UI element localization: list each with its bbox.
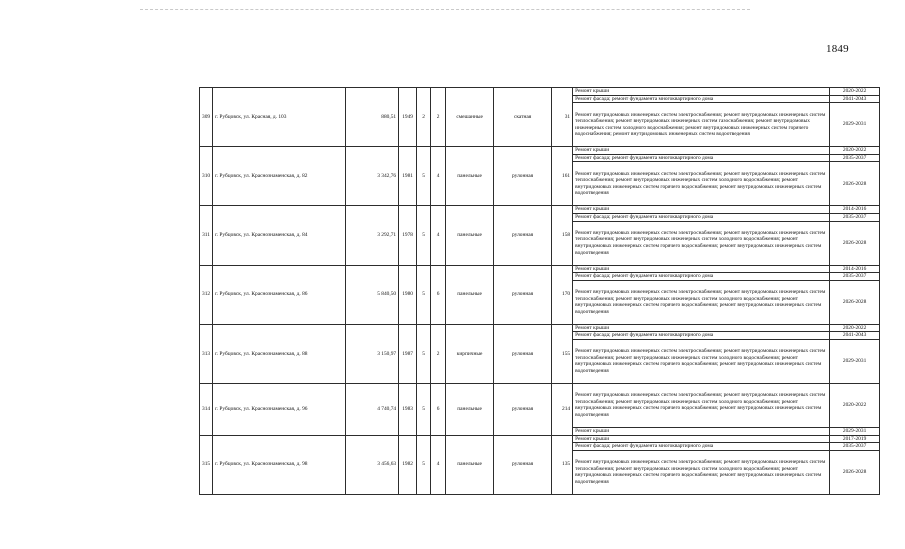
table-row: [200, 324, 880, 332]
repair-period: 2020-2022: [830, 88, 880, 96]
building-address: г. Рубцовск, ул. Краснознаменская, д. 98: [213, 435, 346, 494]
building-year: 1982: [399, 435, 417, 494]
repair-period: 2026-2028: [830, 280, 880, 324]
building-number: 310: [200, 147, 213, 206]
building-area: 3 150,97: [346, 324, 399, 383]
building-address: г. Рубцовск, ул. Краснознаменская, д. 88: [213, 324, 346, 383]
repair-period: 2035-2037: [830, 213, 880, 221]
building-roof-type: рулонная: [494, 324, 552, 383]
building-roof-type: рулонная: [494, 265, 552, 324]
building-floors: 5: [417, 324, 431, 383]
building-entrances: 6: [431, 383, 446, 435]
building-address: г. Рубцовск, ул. Краснознаменская, д. 84: [213, 206, 346, 265]
repair-work-name: Ремонт фасада; ремонт фундамента многоквартирного дома: [573, 95, 830, 103]
capital-repair-table: [199, 87, 880, 495]
repair-work-name: Ремонт крыши: [573, 265, 830, 273]
table-row: [200, 435, 880, 443]
building-residents: 214: [552, 383, 573, 435]
building-entrances: 4: [431, 147, 446, 206]
building-number: 313: [200, 324, 213, 383]
building-address: г. Рубцовск, ул. Краснознаменская, д. 86: [213, 265, 346, 324]
repair-period: 2035-2037: [830, 273, 880, 281]
building-roof-type: рулонная: [494, 206, 552, 265]
table-row: [200, 383, 880, 427]
building-area: 3 292,71: [346, 206, 399, 265]
building-year: 1949: [399, 88, 417, 147]
repair-work-name: Ремонт внутридомовых инженерных систем электроснабжения; ремонт внутридомовых инженерных систем теплоснабжения; ремонт внутридомовых инженерных систем холодного водоснабжения; ремонт внутридомовых инженерных систем горячего водоснабжения; ремонт внутридомовых инженерных систем водоотведения: [573, 280, 830, 324]
building-floors: 5: [417, 206, 431, 265]
building-address: г. Рубцовск, ул. Краснознаменская, д. 96: [213, 383, 346, 435]
building-roof-type: рулонная: [494, 147, 552, 206]
building-number: 309: [200, 88, 213, 147]
building-number: 311: [200, 206, 213, 265]
repair-period: 2017-2019: [830, 435, 880, 443]
building-year: 1978: [399, 206, 417, 265]
building-year: 1981: [399, 147, 417, 206]
repair-work-name: Ремонт внутридомовых инженерных систем электроснабжения; ремонт внутридомовых инженерных систем теплоснабжения; ремонт внутридомовых инженерных систем холодного водоснабжения; ремонт внутридомовых инженерных систем горячего водоснабжения; ремонт внутридомовых инженерных систем водоотведения: [573, 162, 830, 206]
building-residents: 31: [552, 88, 573, 147]
repair-period: 2026-2028: [830, 450, 880, 494]
table-row: [200, 265, 880, 273]
repair-work-name: Ремонт фасада; ремонт фундамента многоквартирного дома: [573, 154, 830, 162]
building-residents: 135: [552, 435, 573, 494]
building-number: 312: [200, 265, 213, 324]
building-wall-material: панельные: [446, 265, 494, 324]
repair-work-name: Ремонт внутридомовых инженерных систем электроснабжения; ремонт внутридомовых инженерных систем теплоснабжения; ремонт внутридомовых инженерных систем холодного водоснабжения; ремонт внутридомовых инженерных систем горячего водоснабжения; ремонт внутридомовых инженерных систем водоотведения: [573, 339, 830, 383]
table-row: [200, 88, 880, 96]
building-residents: 170: [552, 265, 573, 324]
building-entrances: 6: [431, 265, 446, 324]
repair-period: 2026-2028: [830, 162, 880, 206]
repair-period: 2029-2031: [830, 103, 880, 147]
table-row: [200, 206, 880, 214]
repair-work-name: Ремонт внутридомовых инженерных систем электроснабжения; ремонт внутридомовых инженерных систем теплоснабжения; ремонт внутридомовых инженерных систем газоснабжения; ремонт внутридомовых инженерных систем холодного водоснабжения; ремонт внутридомовых инженерных систем горячего водоснабжения; ремонт внутридомовых инженерных систем водоотведения: [573, 103, 830, 147]
repair-work-name: Ремонт фасада; ремонт фундамента многоквартирного дома: [573, 273, 830, 281]
repair-period: 2035-2037: [830, 443, 880, 451]
repair-work-name: Ремонт крыши: [573, 435, 830, 443]
building-roof-type: рулонная: [494, 435, 552, 494]
building-number: 314: [200, 383, 213, 435]
building-entrances: 4: [431, 206, 446, 265]
building-entrances: 4: [431, 435, 446, 494]
building-wall-material: панельные: [446, 435, 494, 494]
building-address: г. Рубцовск, ул. Краснознаменская, д. 82: [213, 147, 346, 206]
building-area: 5 840,50: [346, 265, 399, 324]
repair-period: 2041-2043: [830, 332, 880, 340]
repair-period: 2029-2031: [830, 427, 880, 435]
building-year: 1980: [399, 265, 417, 324]
repair-work-name: Ремонт фасада; ремонт фундамента многоквартирного дома: [573, 443, 830, 451]
building-address: г. Рубцовск, ул. Красная, д. 103: [213, 88, 346, 147]
repair-work-name: Ремонт крыши: [573, 427, 830, 435]
page-number: 1849: [826, 43, 849, 55]
building-residents: 158: [552, 206, 573, 265]
repair-period: 2020-2022: [830, 324, 880, 332]
repair-work-name: Ремонт крыши: [573, 147, 830, 155]
table-row: [200, 147, 880, 155]
building-floors: 5: [417, 435, 431, 494]
building-floors: 5: [417, 383, 431, 435]
building-wall-material: панельные: [446, 383, 494, 435]
repair-work-name: Ремонт внутридомовых инженерных систем электроснабжения; ремонт внутридомовых инженерных систем теплоснабжения; ремонт внутридомовых инженерных систем холодного водоснабжения; ремонт внутридомовых инженерных систем горячего водоснабжения; ремонт внутридомовых инженерных систем водоотведения: [573, 383, 830, 427]
building-floors: 2: [417, 88, 431, 147]
building-roof-type: рулонная: [494, 383, 552, 435]
building-year: 1987: [399, 324, 417, 383]
building-wall-material: панельные: [446, 206, 494, 265]
building-entrances: 2: [431, 88, 446, 147]
building-area: 4 740,74: [346, 383, 399, 435]
repair-work-name: Ремонт крыши: [573, 206, 830, 214]
building-wall-material: панельные: [446, 147, 494, 206]
repair-work-name: Ремонт внутридомовых инженерных систем электроснабжения; ремонт внутридомовых инженерных систем теплоснабжения; ремонт внутридомовых инженерных систем холодного водоснабжения; ремонт внутридомовых инженерных систем горячего водоснабжения; ремонт внутридомовых инженерных систем водоотведения: [573, 221, 830, 265]
building-wall-material: кирпичные: [446, 324, 494, 383]
building-number: 315: [200, 435, 213, 494]
repair-work-name: Ремонт фасада; ремонт фундамента многоквартирного дома: [573, 332, 830, 340]
repair-period: 2020-2022: [830, 147, 880, 155]
repair-work-name: Ремонт крыши: [573, 324, 830, 332]
repair-period: 2020-2022: [830, 383, 880, 427]
building-entrances: 2: [431, 324, 446, 383]
building-area: 880,51: [346, 88, 399, 147]
repair-period: 2029-2031: [830, 339, 880, 383]
repair-period: 2035-2037: [830, 154, 880, 162]
repair-work-name: Ремонт фасада; ремонт фундамента многоквартирного дома: [573, 213, 830, 221]
repair-period: 2026-2028: [830, 221, 880, 265]
building-floors: 5: [417, 265, 431, 324]
building-roof-type: скатная: [494, 88, 552, 147]
repair-period: 2041-2043: [830, 95, 880, 103]
scan-edge-line: [140, 9, 750, 10]
building-floors: 5: [417, 147, 431, 206]
building-area: 3 456,63: [346, 435, 399, 494]
repair-period: 2014-2016: [830, 206, 880, 214]
repair-period: 2014-2016: [830, 265, 880, 273]
building-wall-material: смешанные: [446, 88, 494, 147]
building-area: 3 342,76: [346, 147, 399, 206]
building-year: 1983: [399, 383, 417, 435]
repair-work-name: Ремонт внутридомовых инженерных систем электроснабжения; ремонт внутридомовых инженерных систем теплоснабжения; ремонт внутридомовых инженерных систем холодного водоснабжения; ремонт внутридомовых инженерных систем горячего водоснабжения; ремонт внутридомовых инженерных систем водоотведения: [573, 450, 830, 494]
building-residents: 155: [552, 324, 573, 383]
repair-work-name: Ремонт крыши: [573, 88, 830, 96]
building-residents: 161: [552, 147, 573, 206]
